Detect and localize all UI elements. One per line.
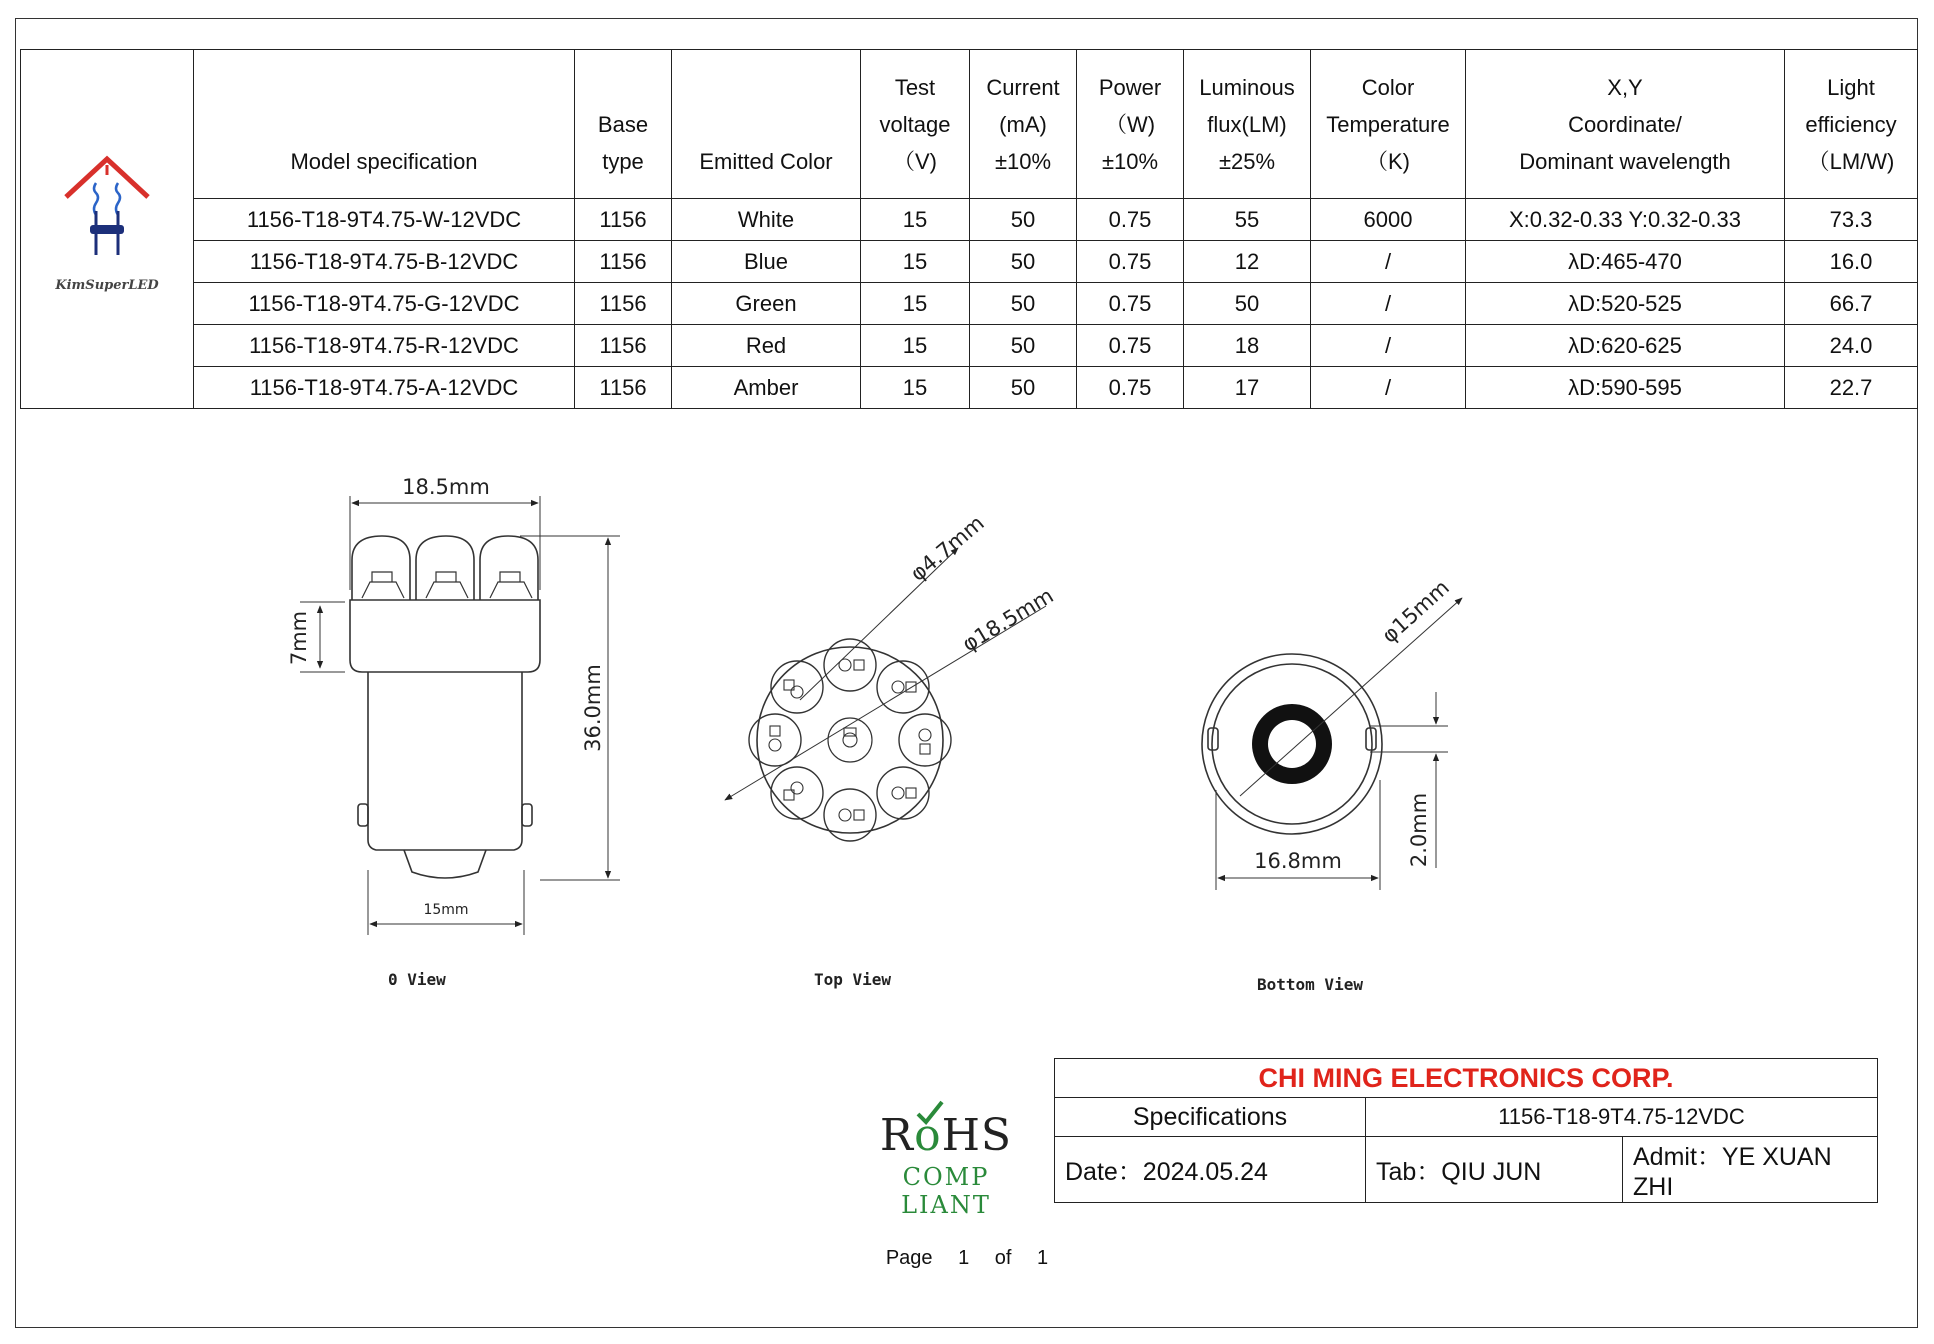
cell-model: 1156-T18-9T4.75-B-12VDC bbox=[194, 241, 575, 283]
cell-base: 1156 bbox=[575, 241, 672, 283]
top-view-drawing bbox=[725, 548, 1046, 841]
side-view-label: 0 View bbox=[388, 970, 446, 989]
side-collar-dim: 7mm bbox=[287, 610, 311, 666]
cell-power: 0.75 bbox=[1077, 199, 1184, 241]
header-voltage: Test voltage （V) bbox=[861, 50, 970, 199]
top-led-dim: φ4.7mm bbox=[905, 510, 989, 586]
cell-current: 50 bbox=[970, 283, 1077, 325]
cell-efficiency: 66.7 bbox=[1785, 283, 1918, 325]
side-height-dim: 36.0mm bbox=[581, 664, 605, 752]
rohs-mark bbox=[866, 1098, 1026, 1219]
cell-flux: 18 bbox=[1184, 325, 1311, 367]
header-base: Base type bbox=[575, 50, 672, 199]
cell-temp: / bbox=[1311, 283, 1466, 325]
cell-current: 50 bbox=[970, 325, 1077, 367]
cell-model: 1156-T18-9T4.75-W-12VDC bbox=[194, 199, 575, 241]
page-footer bbox=[0, 1247, 1934, 1270]
cell-model: 1156-T18-9T4.75-G-12VDC bbox=[194, 283, 575, 325]
cell-base: 1156 bbox=[575, 325, 672, 367]
cell-efficiency: 16.0 bbox=[1785, 241, 1918, 283]
title-block bbox=[1054, 1058, 1878, 1203]
spec-label: Specifications bbox=[1055, 1098, 1366, 1137]
page-number: 1 bbox=[958, 1247, 970, 1269]
header-power: Power （W) ±10% bbox=[1077, 50, 1184, 199]
cell-voltage: 15 bbox=[861, 367, 970, 409]
cell-temp: 6000 bbox=[1311, 199, 1466, 241]
page-label: Page bbox=[885, 1247, 933, 1269]
cell-color: White bbox=[672, 199, 861, 241]
cell-color: Red bbox=[672, 325, 861, 367]
spec-value: 1156-T18-9T4.75-12VDC bbox=[1366, 1098, 1878, 1137]
cell-power: 0.75 bbox=[1077, 241, 1184, 283]
rohs-title: RoHS bbox=[879, 1110, 1013, 1161]
page-total: 1 bbox=[1037, 1247, 1049, 1269]
cell-power: 0.75 bbox=[1077, 283, 1184, 325]
cell-xy: X:0.32-0.33 Y:0.32-0.33 bbox=[1466, 199, 1785, 241]
page-of-label: of bbox=[994, 1247, 1012, 1269]
cell-model: 1156-T18-9T4.75-A-12VDC bbox=[194, 367, 575, 409]
cell-current: 50 bbox=[970, 199, 1077, 241]
cell-base: 1156 bbox=[575, 283, 672, 325]
cell-base: 1156 bbox=[575, 367, 672, 409]
cell-efficiency: 73.3 bbox=[1785, 199, 1918, 241]
header-current: Current (mA) ±10% bbox=[970, 50, 1077, 199]
cell-xy: λD:520-525 bbox=[1466, 283, 1785, 325]
header-efficiency: Light efficiency （LM/W) bbox=[1785, 50, 1918, 199]
cell-color: Blue bbox=[672, 241, 861, 283]
cell-flux: 55 bbox=[1184, 199, 1311, 241]
cell-base: 1156 bbox=[575, 199, 672, 241]
cell-flux: 50 bbox=[1184, 283, 1311, 325]
header-xy: X,Y Coordinate/ Dominant wavelength bbox=[1466, 50, 1785, 199]
bottom-width-dim: 16.8mm bbox=[1254, 849, 1342, 873]
cell-power: 0.75 bbox=[1077, 325, 1184, 367]
header-flux: Luminous flux(LM) ±25% bbox=[1184, 50, 1311, 199]
cell-color: Amber bbox=[672, 367, 861, 409]
admit-field: Admit：YE XUAN ZHI bbox=[1623, 1137, 1878, 1203]
cell-power: 0.75 bbox=[1077, 367, 1184, 409]
bottom-view-label: Bottom View bbox=[1257, 975, 1363, 994]
header-temp: Color Temperature （K) bbox=[1311, 50, 1466, 199]
logo-brand-text: KimSuperLED bbox=[55, 277, 159, 293]
side-width-dim: 18.5mm bbox=[402, 475, 490, 499]
cell-voltage: 15 bbox=[861, 283, 970, 325]
cell-voltage: 15 bbox=[861, 325, 970, 367]
cell-efficiency: 22.7 bbox=[1785, 367, 1918, 409]
cell-efficiency: 24.0 bbox=[1785, 325, 1918, 367]
cell-xy: λD:620-625 bbox=[1466, 325, 1785, 367]
side-base-dim: 15mm bbox=[423, 902, 469, 918]
cell-model: 1156-T18-9T4.75-R-12VDC bbox=[194, 325, 575, 367]
cell-flux: 17 bbox=[1184, 367, 1311, 409]
cell-temp: / bbox=[1311, 325, 1466, 367]
top-outer-dim: φ18.5mm bbox=[958, 583, 1058, 657]
header-model: Model specification bbox=[194, 50, 575, 199]
cell-temp: / bbox=[1311, 367, 1466, 409]
tab-field: Tab：QIU JUN bbox=[1366, 1137, 1623, 1203]
top-view-label: Top View bbox=[814, 970, 892, 989]
cell-voltage: 15 bbox=[861, 199, 970, 241]
bottom-pin-dim: 2.0mm bbox=[1407, 792, 1431, 868]
rohs-subtitle: COMP LIANT bbox=[901, 1163, 991, 1219]
cell-current: 50 bbox=[970, 241, 1077, 283]
cell-color: Green bbox=[672, 283, 861, 325]
date-field: Date：2024.05.24 bbox=[1055, 1137, 1366, 1203]
cell-xy: λD:590-595 bbox=[1466, 367, 1785, 409]
cell-temp: / bbox=[1311, 241, 1466, 283]
header-color: Emitted Color bbox=[672, 50, 861, 199]
side-view-drawing bbox=[300, 496, 620, 935]
cell-flux: 12 bbox=[1184, 241, 1311, 283]
cell-current: 50 bbox=[970, 367, 1077, 409]
cell-xy: λD:465-470 bbox=[1466, 241, 1785, 283]
company-name: CHI MING ELECTRONICS CORP. bbox=[1055, 1059, 1878, 1098]
cell-voltage: 15 bbox=[861, 241, 970, 283]
bottom-contact-dim: φ15mm bbox=[1377, 575, 1454, 648]
